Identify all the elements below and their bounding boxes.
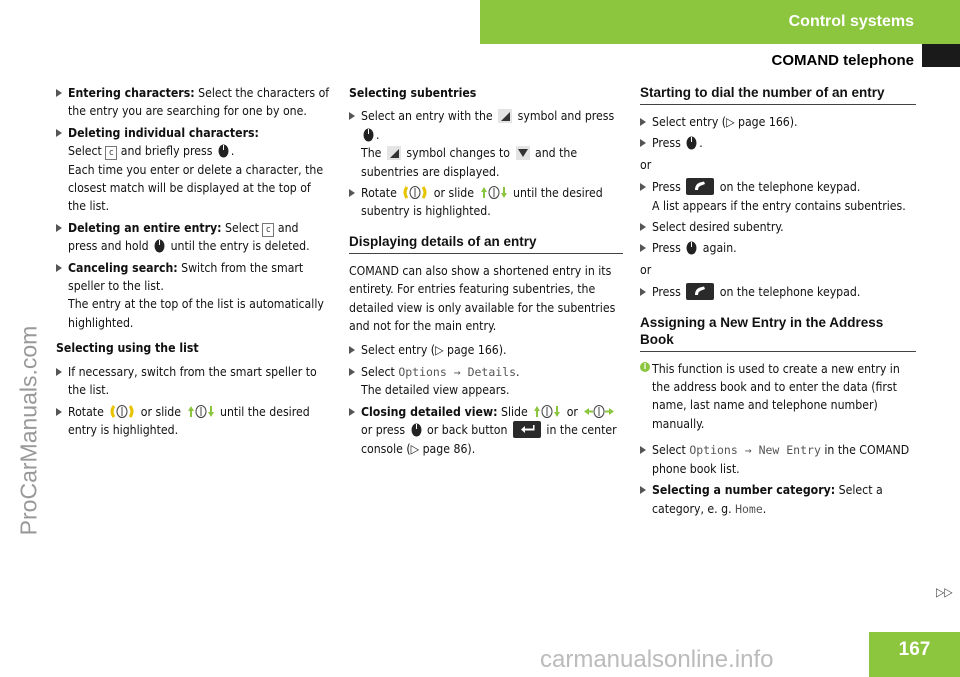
step-select-number-category: Selecting a number category: Select a category, e. g. Home. <box>640 481 916 518</box>
step-press-call-key-2: Press on the telephone keypad. <box>640 283 916 301</box>
step-switch-list: If necessary, switch from the smart speller to the list. <box>56 363 331 400</box>
or-separator: or <box>640 262 652 277</box>
back-button-icon <box>513 421 541 438</box>
call-key-icon <box>686 178 714 195</box>
section-assigning-new-entry: Assigning a New Entry in the Address Book <box>640 314 916 352</box>
step-rotate-subentry: Rotate or slide until the desired subentry is highlighted. <box>349 184 623 221</box>
step-press-again: Press again. <box>640 239 916 257</box>
details-paragraph: COMAND can also show a shortened entry in its entirety. For entries featuring subentries, the detailed view is only available for the subentries and not for the main entry. <box>349 263 616 334</box>
step-select-entry-ref: Select entry (▷ page 166). <box>640 113 916 131</box>
step-canceling-search: Canceling search: Switch from the smart speller to the list. The entry at the top of the list is automatically highlighted. <box>56 259 331 333</box>
side-watermark: ProCarManuals.com <box>15 325 42 535</box>
page-ref-icon: ▷ <box>435 343 444 358</box>
c-key-icon: c <box>105 146 117 160</box>
c-key-icon: c <box>262 223 274 237</box>
step-press-controller: Press . <box>640 134 916 152</box>
continue-next-page-icon: ▷▷ <box>936 585 953 599</box>
step-select-new-entry: Select Options → New Entry in the COMAND phone book list. <box>640 441 916 478</box>
controller-slide-updown-icon <box>187 404 215 419</box>
section-starting-to-dial: Starting to dial the number of an entry <box>640 84 916 105</box>
section-title: Control systems <box>788 13 914 30</box>
subheading-selecting-subentries: Selecting subentries <box>349 86 477 100</box>
step-closing-detailed-view: Closing detailed view: Slide or or press or back button in the center console (▷ page 86). <box>349 403 623 458</box>
page-ref-icon: ▷ <box>410 441 420 456</box>
section-header <box>480 0 960 44</box>
step-deleting-entire: Deleting an entire entry: Select c and press and hold until the entry is deleted. <box>56 219 331 256</box>
controller-rotate-icon <box>109 404 135 419</box>
header-tab <box>922 44 960 67</box>
page-number: 167 <box>869 632 960 677</box>
step-deleting-individual: Deleting individual characters: Select c and briefly press . Each time you enter or delete a character, the closest match will be displayed at the top of the list. <box>56 124 331 216</box>
step-select-subentry: Select desired subentry. <box>640 218 916 236</box>
controller-press-icon <box>363 128 374 142</box>
subentry-collapsed-icon <box>387 146 401 160</box>
step-select-entry-ref: Select entry (▷ page 166). <box>349 341 623 359</box>
column-2 <box>349 84 623 461</box>
footer-watermark: carmanualsonline.info <box>540 646 774 673</box>
section-displaying-details: Displaying details of an entry <box>349 233 623 254</box>
controller-rotate-icon <box>402 185 428 200</box>
subentry-collapsed-icon <box>498 109 512 123</box>
column-1 <box>56 84 331 442</box>
controller-slide-leftright-icon <box>583 404 615 419</box>
controller-press-icon <box>686 241 697 255</box>
info-note: i This function is used to create a new entry in the address book and to enter the data (first name, last name and telephone number) manually. <box>640 360 916 434</box>
page-ref-icon: ▷ <box>726 115 735 129</box>
controller-press-icon <box>154 239 165 253</box>
step-rotate-slide: Rotate or slide until the desired entry is highlighted. <box>56 403 331 440</box>
or-separator: or <box>640 157 652 172</box>
column-3 <box>640 84 916 521</box>
step-entering-characters: Entering characters: Select the characters of the entry you are searching for one by one. <box>56 84 331 121</box>
subsection-title: COMAND telephone <box>771 52 914 69</box>
controller-slide-updown-icon <box>533 404 561 419</box>
controller-press-icon <box>686 136 697 150</box>
controller-press-icon <box>218 144 229 158</box>
info-icon: i <box>640 362 650 372</box>
step-press-call-key: Press on the telephone keypad. A list appears if the entry contains subentries. <box>640 178 916 215</box>
subheading-selecting-list: Selecting using the list <box>56 341 199 356</box>
controller-press-icon <box>411 423 422 437</box>
step-select-entry-symbol: Select an entry with the symbol and press . The symbol changes to and the subentries are displayed. <box>349 107 623 181</box>
subentry-expanded-icon <box>516 146 530 160</box>
call-key-icon <box>686 283 714 300</box>
step-select-options-details: Select Options → Details. The detailed view appears. <box>349 363 623 400</box>
controller-slide-updown-icon <box>480 185 508 200</box>
